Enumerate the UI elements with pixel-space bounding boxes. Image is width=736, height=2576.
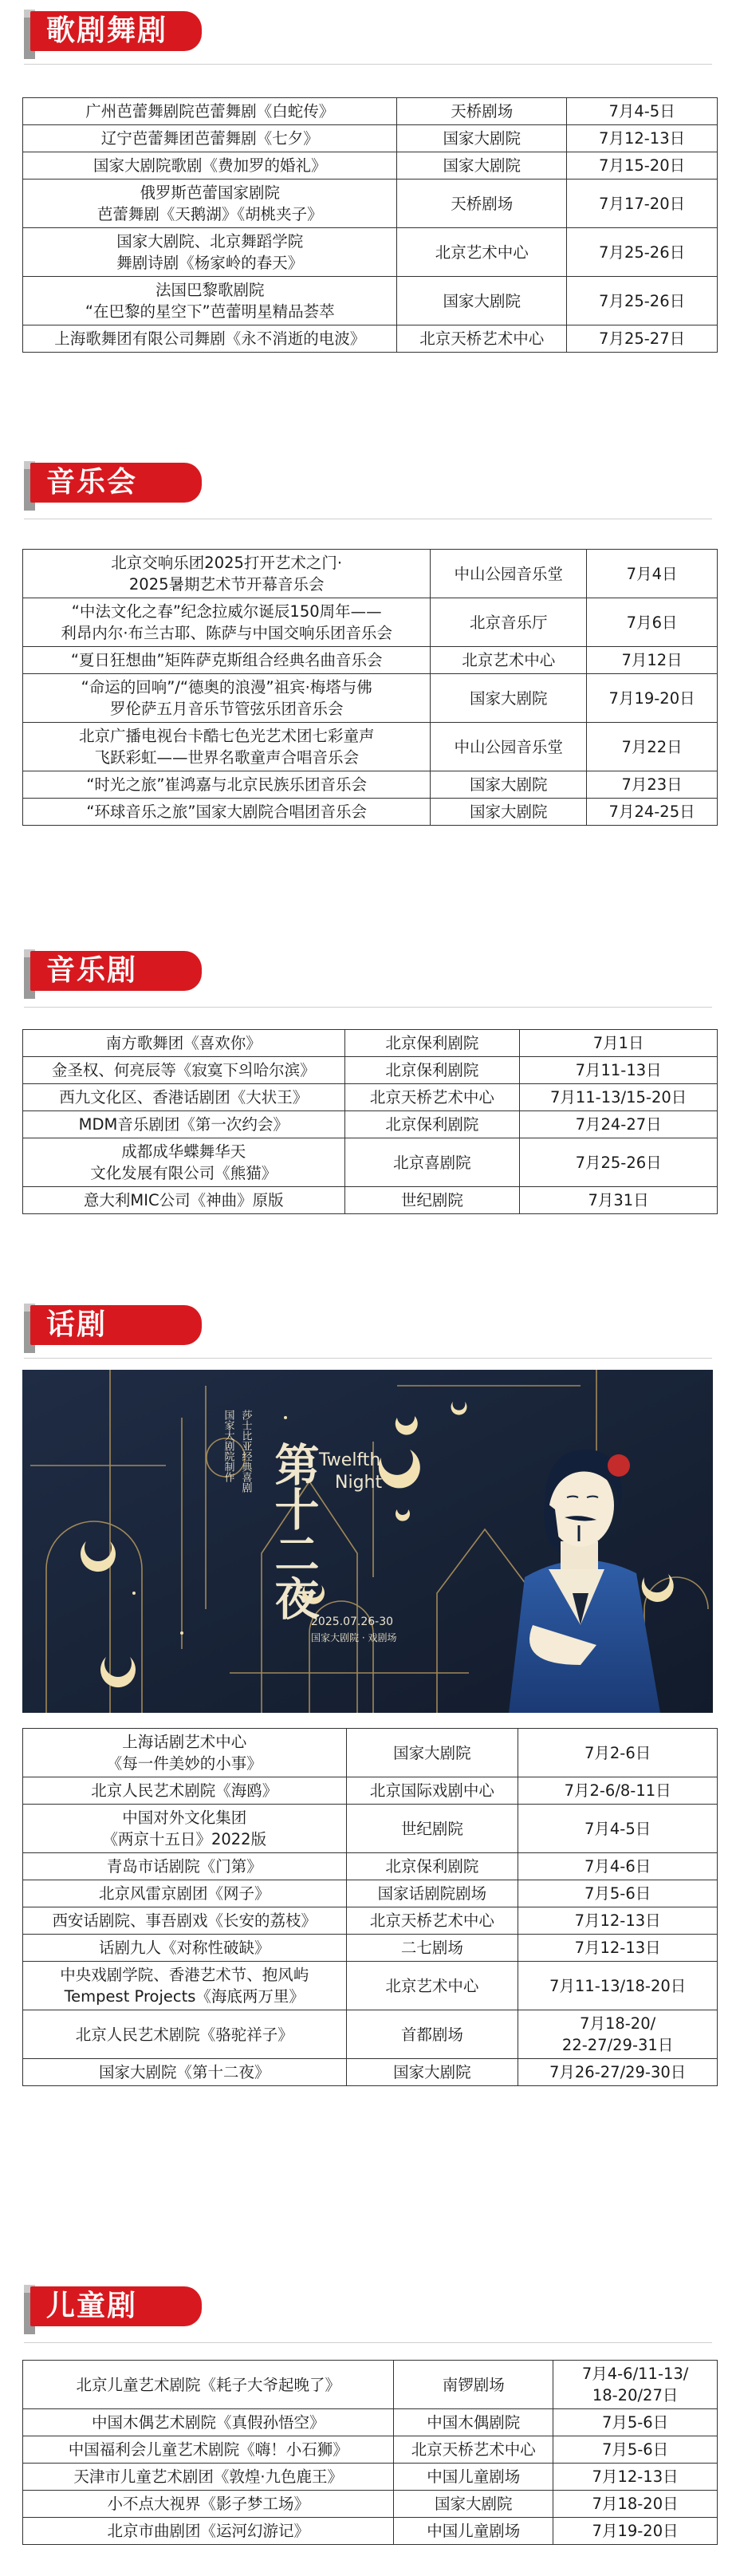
date: 7月2-6日 [518,1729,718,1777]
schedule-table [22,549,718,826]
date: 7月5-6日 [553,2436,718,2464]
event-name: 北京儿童艺术剧院《耗子大爷起晚了》 [23,2361,394,2409]
table-row [23,98,718,125]
venue: 北京喜剧院 [344,1138,520,1187]
venue: 北京音乐厅 [431,598,587,647]
table-row [23,1805,718,1853]
date: 7月25-26日 [520,1138,718,1187]
date: 7月12-13日 [518,1935,718,1962]
event-name: “时光之旅”崔鸿嘉与北京民族乐团音乐会 [23,771,431,799]
table-row [23,799,718,826]
poster-title-en-1: Twelfth [319,1450,381,1470]
section-header [24,946,207,992]
date: 7月25-27日 [567,325,718,353]
schedule-table [22,97,718,353]
date: 7月26-27/29-30日 [518,2059,718,2086]
date: 7月4日 [587,550,718,598]
event-name: 天津市儿童艺术剧团《敦煌·九色鹿王》 [23,2464,394,2491]
date: 7月15-20日 [567,152,718,179]
event-name: 国家大剧院歌剧《费加罗的婚礼》 [23,152,397,179]
venue: 北京艺术中心 [397,228,567,277]
venue: 北京国际戏剧中心 [346,1777,518,1805]
table-row [23,2464,718,2491]
section-concert [0,458,736,504]
date: 7月22日 [587,723,718,771]
table-row [23,1187,718,1214]
table-row [23,152,718,179]
venue: 北京保利剧院 [346,1853,518,1880]
divider [24,1358,712,1359]
table-row [23,1111,718,1138]
venue: 国家大剧院 [394,2491,553,2518]
table-row [23,179,718,228]
venue: 北京天桥艺术中心 [397,325,567,353]
event-name: 中国福利会儿童艺术剧院《嗨！小石狮》 [23,2436,394,2464]
venue: 天桥剧场 [397,179,567,228]
table-row [23,125,718,152]
venue: 南锣剧场 [394,2361,553,2409]
table-row [23,2518,718,2545]
event-name: 中国木偶艺术剧院《真假孙悟空》 [23,2409,394,2436]
venue: 北京天桥艺术中心 [394,2436,553,2464]
venue: 国家大剧院 [431,799,587,826]
event-name: 中央戏剧学院、香港艺术节、抱风屿 Tempest Projects《海底两万里》 [23,1962,347,2010]
event-name: 小不点大视界《影子梦工场》 [23,2491,394,2518]
venue: 北京艺术中心 [431,647,587,674]
event-name: 青岛市话剧院《门第》 [23,1853,347,1880]
venue: 北京天桥艺术中心 [344,1084,520,1111]
date: 7月19-20日 [587,674,718,723]
event-name: “环球音乐之旅”国家大剧院合唱团音乐会 [23,799,431,826]
venue: 国家大剧院 [397,277,567,325]
table-row [23,1935,718,1962]
section-title: 话剧 [46,1308,108,1341]
event-name: 北京人民艺术剧院《骆驼祥子》 [23,2010,347,2059]
poster-title-cn: 第十二夜 [267,1442,320,1620]
venue: 国家大剧院 [397,125,567,152]
table-row [23,1853,718,1880]
event-name: 西安话剧院、事吾剧戏《长安的荔枝》 [23,1907,347,1935]
date: 7月25-26日 [567,228,718,277]
venue: 中国儿童剧场 [394,2464,553,2491]
table-row [23,2409,718,2436]
venue: 北京保利剧院 [344,1111,520,1138]
event-name: 金圣权、何亮辰等《寂寞下의哈尔滨》 [23,1057,345,1084]
event-name: 国家大剧院、北京舞蹈学院 舞剧诗剧《杨家岭的春天》 [23,228,397,277]
event-name: 北京市曲剧团《运河幻游记》 [23,2518,394,2545]
event-name: 话剧九人《对称性破缺》 [23,1935,347,1962]
section-title: 音乐会 [46,466,138,499]
table-row [23,1962,718,2010]
table-row [23,2010,718,2059]
schedule-table [22,1029,718,1214]
schedule-table [22,1728,718,2086]
venue: 国家话剧院剧场 [346,1880,518,1907]
venue: 国家大剧院 [431,674,587,723]
table-row [23,2436,718,2464]
date: 7月24-25日 [587,799,718,826]
table-row [23,2491,718,2518]
date: 7月17-20日 [567,179,718,228]
venue: 国家大剧院 [431,771,587,799]
poster-venue: 国家大剧院 · 戏剧场 [311,1632,397,1643]
event-name: 国家大剧院《第十二夜》 [23,2059,347,2086]
venue: 北京保利剧院 [344,1030,520,1057]
date: 7月18-20/ 22-27/29-31日 [518,2010,718,2059]
date: 7月4-5日 [567,98,718,125]
table-row [23,674,718,723]
event-name: “夏日狂想曲”矩阵萨克斯组合经典名曲音乐会 [23,647,431,674]
date: 7月11-13/18-20日 [518,1962,718,2010]
venue: 世纪剧院 [346,1805,518,1853]
venue: 中山公园音乐堂 [431,723,587,771]
poster-date: 2025.07.26-30 [311,1615,394,1628]
table-row [23,1907,718,1935]
event-name: 上海歌舞团有限公司舞剧《永不消逝的电波》 [23,325,397,353]
date: 7月2-6/8-11日 [518,1777,718,1805]
date: 7月11-13/15-20日 [520,1084,718,1111]
venue: 中山公园音乐堂 [431,550,587,598]
table-row [23,647,718,674]
date: 7月1日 [520,1030,718,1057]
section-header [24,458,207,504]
venue: 国家大剧院 [346,1729,518,1777]
table-row [23,277,718,325]
table-row [23,771,718,799]
section-title: 歌剧舞剧 [46,14,168,47]
date: 7月5-6日 [553,2409,718,2436]
table-row [23,2361,718,2409]
divider [24,2342,712,2343]
divider [24,1007,712,1008]
date: 7月12-13日 [553,2464,718,2491]
venue: 国家大剧院 [346,2059,518,2086]
date: 7月12日 [587,647,718,674]
date: 7月12-13日 [518,1907,718,1935]
date: 7月19-20日 [553,2518,718,2545]
table-row [23,723,718,771]
event-name: 西九文化区、香港话剧团《大状王》 [23,1084,345,1111]
venue: 北京天桥艺术中心 [346,1907,518,1935]
section-opera-dance [0,6,736,53]
date: 7月25-26日 [567,277,718,325]
table-row [23,1084,718,1111]
event-name: 俄罗斯芭蕾国家剧院 芭蕾舞剧《天鹅湖》《胡桃夹子》 [23,179,397,228]
table-row [23,1880,718,1907]
table-row [23,2059,718,2086]
event-name: 北京广播电视台卡酷七色光艺术团七彩童声 飞跃彩虹——世界名歌童声合唱音乐会 [23,723,431,771]
schedule-table [22,2360,718,2545]
date: 7月11-13日 [520,1057,718,1084]
venue: 世纪剧院 [344,1187,520,1214]
event-name: 北京风雷京剧团《网子》 [23,1880,347,1907]
date: 7月5-6日 [518,1880,718,1907]
date: 7月4-6/11-13/ 18-20/27日 [553,2361,718,2409]
section-header [24,1300,207,1347]
table-row [23,1777,718,1805]
venue: 二七剧场 [346,1935,518,1962]
twelfth-night-poster [22,1370,713,1713]
section-header [24,2282,207,2328]
section-musical [0,946,736,992]
venue: 北京艺术中心 [346,1962,518,2010]
event-name: 广州芭蕾舞剧院芭蕾舞剧《白蛇传》 [23,98,397,125]
venue: 中国儿童剧场 [394,2518,553,2545]
table-row [23,1057,718,1084]
event-name: 法国巴黎歌剧院 “在巴黎的星空下”芭蕾明星精品荟萃 [23,277,397,325]
poster-side-2: 莎士比亚经典喜剧 [239,1410,252,1493]
event-name: “中法文化之春”纪念拉威尔诞辰150周年—— 利昂内尔·布兰古耶、陈萨与中国交响乐团音乐会 [23,598,431,647]
date: 7月31日 [520,1187,718,1214]
date: 7月24-27日 [520,1111,718,1138]
date: 7月12-13日 [567,125,718,152]
section-drama [0,1300,736,1347]
event-name: 南方歌舞团《喜欢你》 [23,1030,345,1057]
table-row [23,550,718,598]
section-title: 音乐剧 [46,954,138,987]
event-name: 北京交响乐团2025打开艺术之门· 2025暑期艺术节开幕音乐会 [23,550,431,598]
event-name: 上海话剧艺术中心 《每一件美妙的小事》 [23,1729,347,1777]
poster-title-en-2: Night [335,1473,383,1493]
event-name: 意大利MIC公司《神曲》原版 [23,1187,345,1214]
event-name: MDM音乐剧团《第一次约会》 [23,1111,345,1138]
date: 7月4-6日 [518,1853,718,1880]
event-name: 中国对外文化集团 《两京十五日》2022版 [23,1805,347,1853]
venue: 北京保利剧院 [344,1057,520,1084]
table-row [23,598,718,647]
section-children [0,2282,736,2328]
event-name: “命运的回响”/“德奥的浪漫”祖宾·梅塔与佛 罗伦萨五月音乐节管弦乐团音乐会 [23,674,431,723]
venue: 天桥剧场 [397,98,567,125]
poster-side-1: 国家大剧院制作 [222,1410,234,1482]
date: 7月18-20日 [553,2491,718,2518]
table-row [23,1729,718,1777]
venue: 国家大剧院 [397,152,567,179]
date: 7月23日 [587,771,718,799]
table-row [23,1138,718,1187]
table-row [23,325,718,353]
section-title: 儿童剧 [46,2290,138,2322]
date: 7月6日 [587,598,718,647]
venue: 中国木偶剧院 [394,2409,553,2436]
section-header [24,6,207,53]
event-name: 北京人民艺术剧院《海鸥》 [23,1777,347,1805]
divider [24,64,712,65]
date: 7月4-5日 [518,1805,718,1853]
table-row [23,228,718,277]
event-name: 成都成华蝶舞华天 文化发展有限公司《熊猫》 [23,1138,345,1187]
venue: 首都剧场 [346,2010,518,2059]
event-name: 辽宁芭蕾舞团芭蕾舞剧《七夕》 [23,125,397,152]
table-row [23,1030,718,1057]
